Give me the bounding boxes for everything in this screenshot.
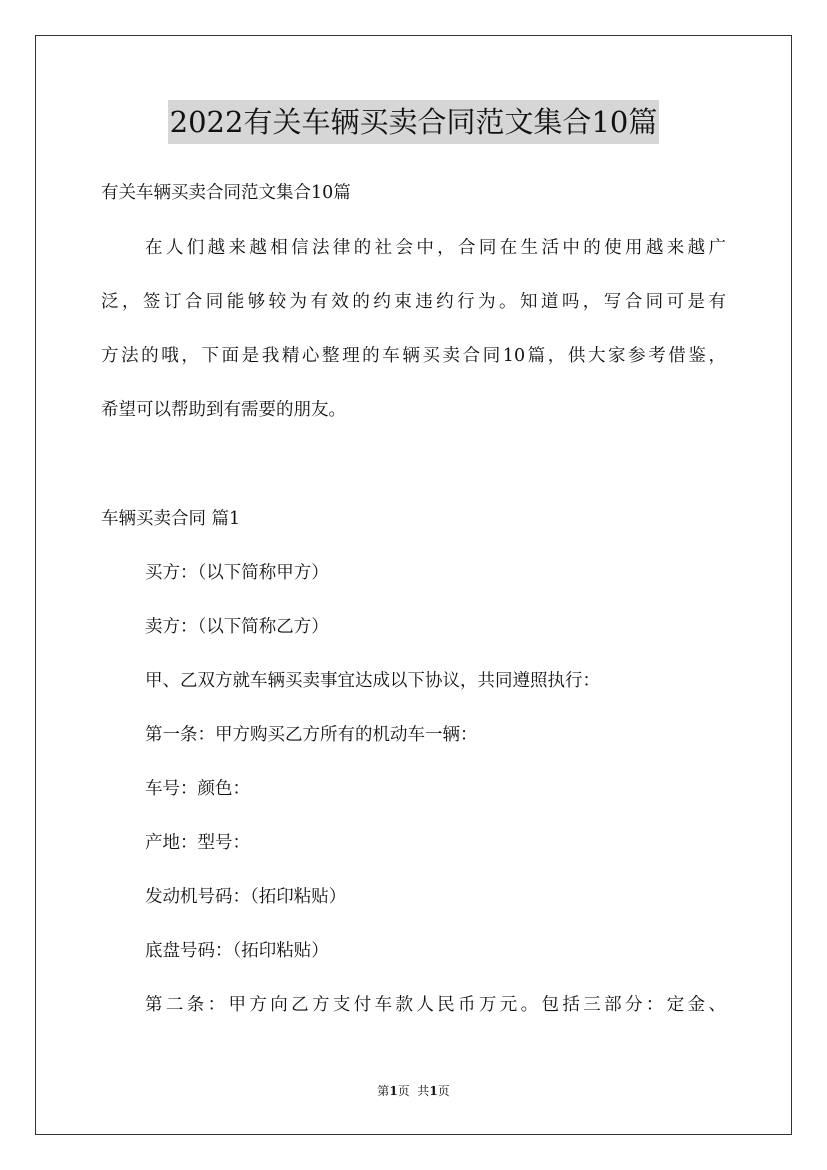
body-line-chassis-number: 底盘号码：（拓印粘贴） [145, 941, 329, 961]
body-line-article-1: 第一条：甲方购买乙方所有的机动车一辆： [145, 725, 478, 745]
body-line-origin-model: 产地：型号： [145, 833, 250, 853]
body-line-seller: 卖方：（以下简称乙方） [145, 617, 329, 637]
intro-line-3: 方法的哦，下面是我精心整理的车辆买卖合同10篇，供大家参考借鉴， [101, 346, 726, 366]
body-line-buyer: 买方：（以下简称甲方） [145, 563, 329, 583]
document-title: 2022有关车辆买卖合同范文集合10篇 [168, 100, 660, 144]
page-footer [0, 1083, 827, 1099]
document-subtitle: 有关车辆买卖合同范文集合10篇 [101, 183, 351, 203]
document-title-block [0, 100, 827, 144]
body-line-agreement: 甲、乙双方就车辆买卖事宜达成以下协议，共同遵照执行： [145, 671, 600, 691]
footer-page-number: 1 [389, 1084, 398, 1098]
section-heading: 车辆买卖合同 篇1 [101, 509, 241, 529]
footer-page-suffix: 页 [437, 1084, 450, 1098]
body-line-plate-color: 车号：颜色： [145, 779, 250, 799]
body-line-article-2: 第二条：甲方向乙方支付车款人民币万元。包括三部分：定金、 [145, 995, 726, 1015]
intro-line-4: 希望可以帮助到有需要的朋友。 [101, 400, 346, 420]
intro-line-1: 在人们越来越相信法律的社会中，合同在生活中的使用越来越广 [145, 238, 726, 258]
footer-page-prefix: 第 [377, 1084, 390, 1098]
footer-page-mid: 页 共 [397, 1084, 430, 1098]
footer-page-total: 1 [429, 1084, 438, 1098]
body-line-engine-number: 发动机号码：（拓印粘贴） [145, 887, 347, 907]
intro-line-2: 泛，签订合同能够较为有效的约束违约行为。知道吗，写合同可是有 [101, 292, 726, 312]
